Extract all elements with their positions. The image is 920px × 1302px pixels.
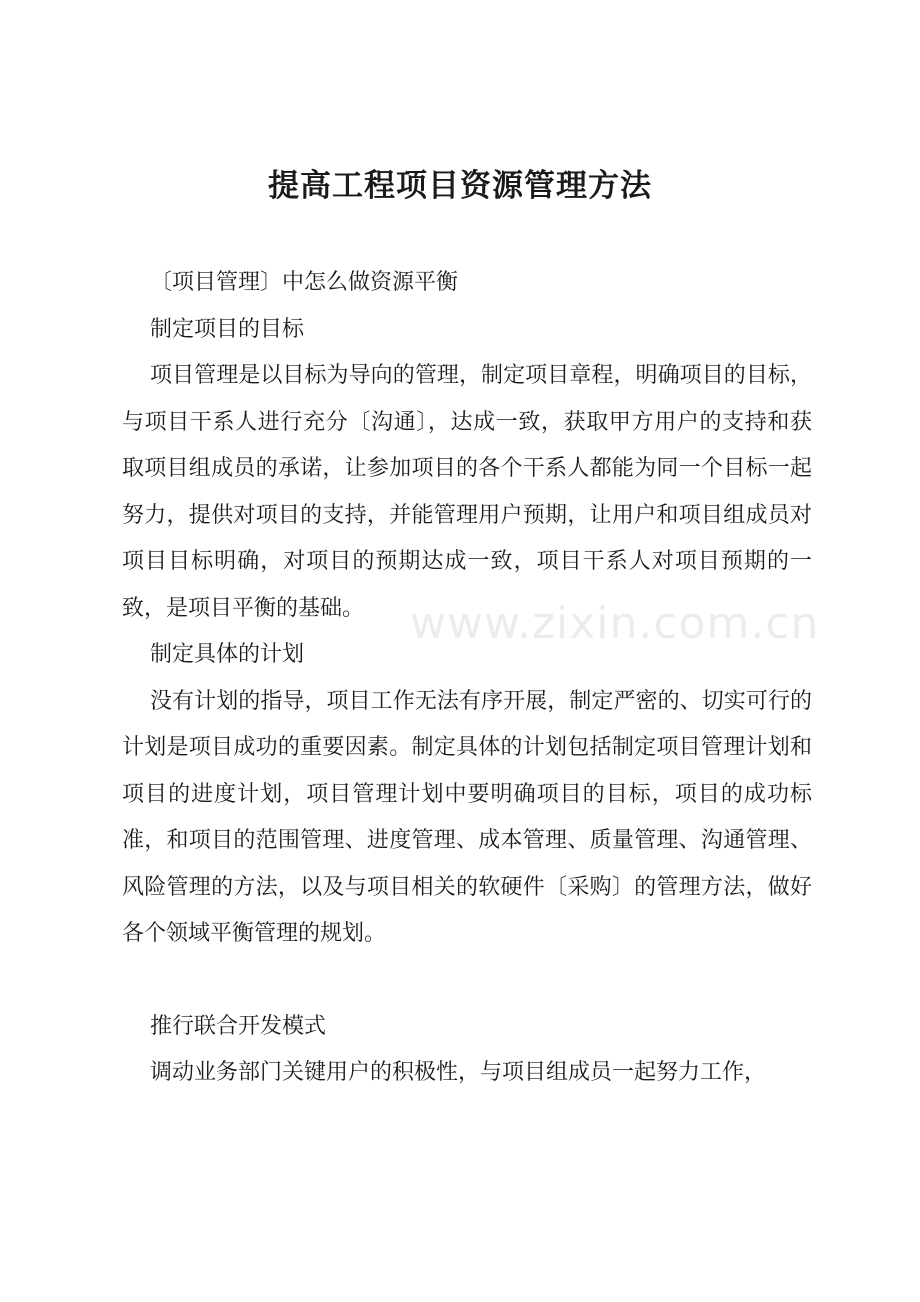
section-heading-joint-development: 推行联合开发模式 [150, 1013, 327, 1039]
document-title: 提高工程项目资源管理方法 [268, 168, 652, 204]
paragraph-joint-development: 调动业务部门关键用户的积极性，与项目组成员一起努力工作， [150, 1060, 767, 1085]
document-body [122, 260, 812, 1097]
paragraph-plan: 没有计划的指导，项目工作无法有序开展，制定严密的、切实可行的计划是项目成功的重要因素。制定具体的计划包括制定项目管理计划和项目的进度计划，项目管理计划中要明确项目的目标，项目的成功标准，和项目的范围管理、进度管理、成本管理、质量管理、沟通管理、风险管理的方法，以及与项目相关的软硬件〔采购〕的管理方法，做好各个领域平衡管理的规划。 [122, 688, 812, 946]
section-heading-plan: 制定具体的计划 [150, 642, 305, 667]
section-heading-project-goal: 制定项目的目标 [150, 316, 305, 342]
section-heading-resource-balance: 〔项目管理〕中怎么做资源平衡 [150, 270, 459, 295]
paragraph-project-goal: 项目管理是以目标为导向的管理，制定项目章程，明确项目的目标，与项目干系人进行充分〔沟通〕，达成一致，获取甲方用户的支持和获取项目组成员的承诺，让参加项目的各个干系人都能为同一个目标一起努力，提供对项目的支持，并能管理用户预期，让用户和项目组成员对项目目标明确，对项目的预期达成一致，项目干系人对项目预期的一致，是项目平衡的基础。 [122, 363, 812, 621]
watermark: www.zixin.com.cn [410, 598, 820, 649]
paragraph-spacer [122, 958, 812, 1004]
